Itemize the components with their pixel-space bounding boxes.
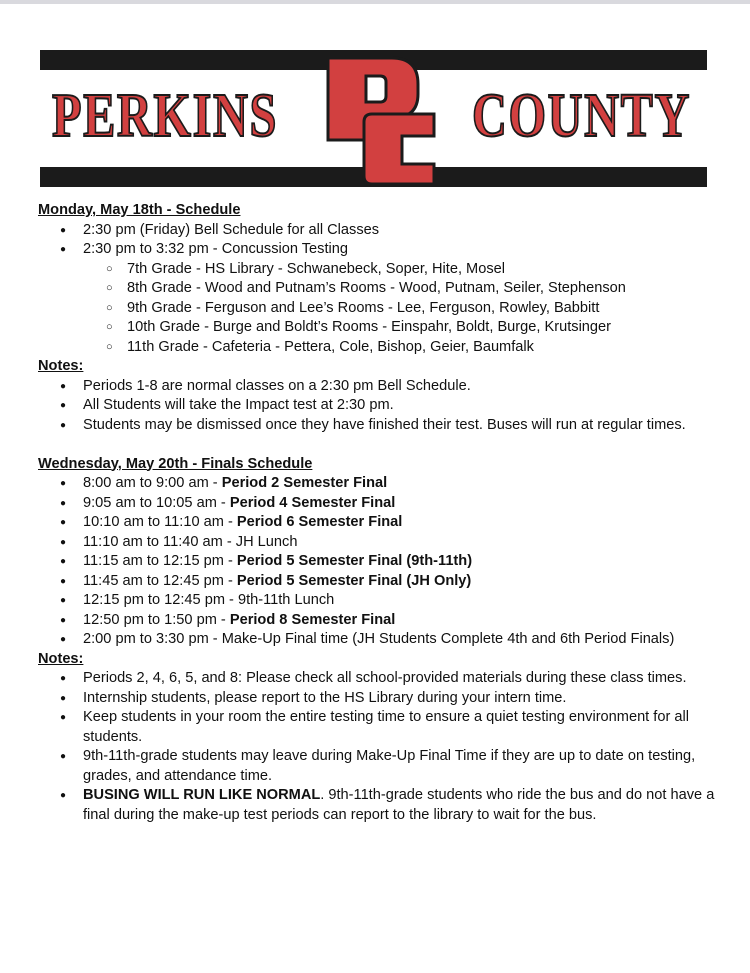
- banner-word-perkins: PERKINS: [52, 82, 278, 150]
- note-item: ● Keep students in your room the entire testing time to ensure a quiet testing environment for all students.: [38, 708, 718, 747]
- final-time: 12:50 pm to 1:50 pm -: [83, 611, 230, 628]
- list-item: ● 2:30 pm to 3:32 pm - Concussion Testing: [38, 240, 718, 260]
- final-time: 11:15 am to 12:15 pm -: [83, 553, 237, 569]
- busing-bold-text: BUSING WILL RUN LIKE NORMAL: [83, 787, 321, 803]
- logo-letter-c: [364, 114, 434, 184]
- list-item: ● 2:30 pm (Friday) Bell Schedule for all Classes: [38, 221, 718, 241]
- busing-rest-text: . 9th-11th-grade students who ride the bus and do not have a final during the make-up test periods can report to the library to wait for the bus.: [83, 787, 715, 823]
- final-label: Period 4 Semester Final: [229, 494, 396, 511]
- sub-list-item: ○ 7th Grade - HS Library - Schwanebeck, Soper, Hite, Mosel: [38, 260, 718, 280]
- final-label: Period 2 Semester Final: [221, 475, 388, 491]
- note-item: ● All Students will take the Impact test at 2:30 pm.: [38, 396, 718, 416]
- list-item: [38, 533, 718, 553]
- list-item: [38, 552, 718, 572]
- note-item: ● 9th-11th-grade students may leave during Make-Up Final Time if they are up to date on testing, grades, and attendance time.: [38, 747, 718, 786]
- final-time: 2:00 pm to 3:30 pm -: [83, 631, 222, 647]
- list-item: [38, 572, 718, 592]
- pc-logo: [322, 52, 442, 187]
- wednesday-notes-heading: Notes:: [38, 650, 84, 667]
- schedule-content: [38, 201, 718, 825]
- sub-list-item: ○ 11th Grade - Cafeteria - Pettera, Cole, Bishop, Geier, Baumfalk: [38, 338, 718, 358]
- list-item: [38, 513, 718, 533]
- final-time: 12:15 pm to 12:45 pm -: [83, 592, 238, 608]
- monday-notes-list: [38, 377, 718, 436]
- final-label: Period 5 Semester Final (JH Only): [236, 572, 472, 589]
- list-item: [38, 591, 718, 611]
- note-item: ● Periods 2, 4, 6, 5, and 8: Please check all school-provided materials during these class times.: [38, 669, 718, 689]
- note-item: ● Internship students, please report to the HS Library during your intern time.: [38, 689, 718, 709]
- final-time: 11:45 am to 12:45 pm -: [83, 572, 237, 589]
- wednesday-notes-list: [38, 669, 718, 825]
- list-item: [38, 611, 718, 631]
- note-item: [38, 786, 718, 825]
- top-edge-line: [0, 0, 750, 4]
- final-time: 8:00 am to 9:00 am -: [83, 475, 222, 491]
- final-label: 9th-11th Lunch: [237, 592, 335, 608]
- monday-heading: Monday, May 18th - Schedule: [38, 202, 241, 218]
- final-label: Period 8 Semester Final: [229, 611, 396, 628]
- final-label: Period 5 Semester Final (9th-11th): [236, 553, 473, 569]
- note-item: ● Students may be dismissed once they have finished their test. Buses will run at regular times.: [38, 416, 718, 436]
- concussion-testing-sublist: [38, 260, 718, 358]
- section-gap: [38, 435, 718, 455]
- list-item: [38, 630, 718, 650]
- monday-list: [38, 221, 718, 260]
- final-label: JH Lunch: [235, 533, 298, 550]
- final-label: Make-Up Final time (JH Students Complete 4th and 6th Period Finals): [221, 631, 675, 647]
- final-label: Period 6 Semester Final: [236, 514, 403, 530]
- note-item: ● Periods 1-8 are normal classes on a 2:30 pm Bell Schedule.: [38, 377, 718, 397]
- final-time: 10:10 am to 11:10 am -: [83, 514, 237, 530]
- finals-list: [38, 474, 718, 650]
- wednesday-heading: Wednesday, May 20th - Finals Schedule: [38, 455, 313, 472]
- sub-list-item: ○ 8th Grade - Wood and Putnam’s Rooms - Wood, Putnam, Seiler, Stephenson: [38, 279, 718, 299]
- banner-word-county: COUNTY: [472, 82, 691, 150]
- list-item: [38, 474, 718, 494]
- sub-list-item: ○ 10th Grade - Burge and Boldt’s Rooms - Einspahr, Boldt, Burge, Krutsinger: [38, 318, 718, 338]
- sub-list-item: ○ 9th Grade - Ferguson and Lee’s Rooms - Lee, Ferguson, Rowley, Babbitt: [38, 299, 718, 319]
- final-time: 11:10 am to 11:40 am -: [83, 533, 236, 550]
- final-time: 9:05 am to 10:05 am -: [83, 494, 230, 511]
- list-item: [38, 494, 718, 514]
- monday-notes-heading: Notes:: [38, 358, 84, 374]
- school-banner: [40, 50, 707, 187]
